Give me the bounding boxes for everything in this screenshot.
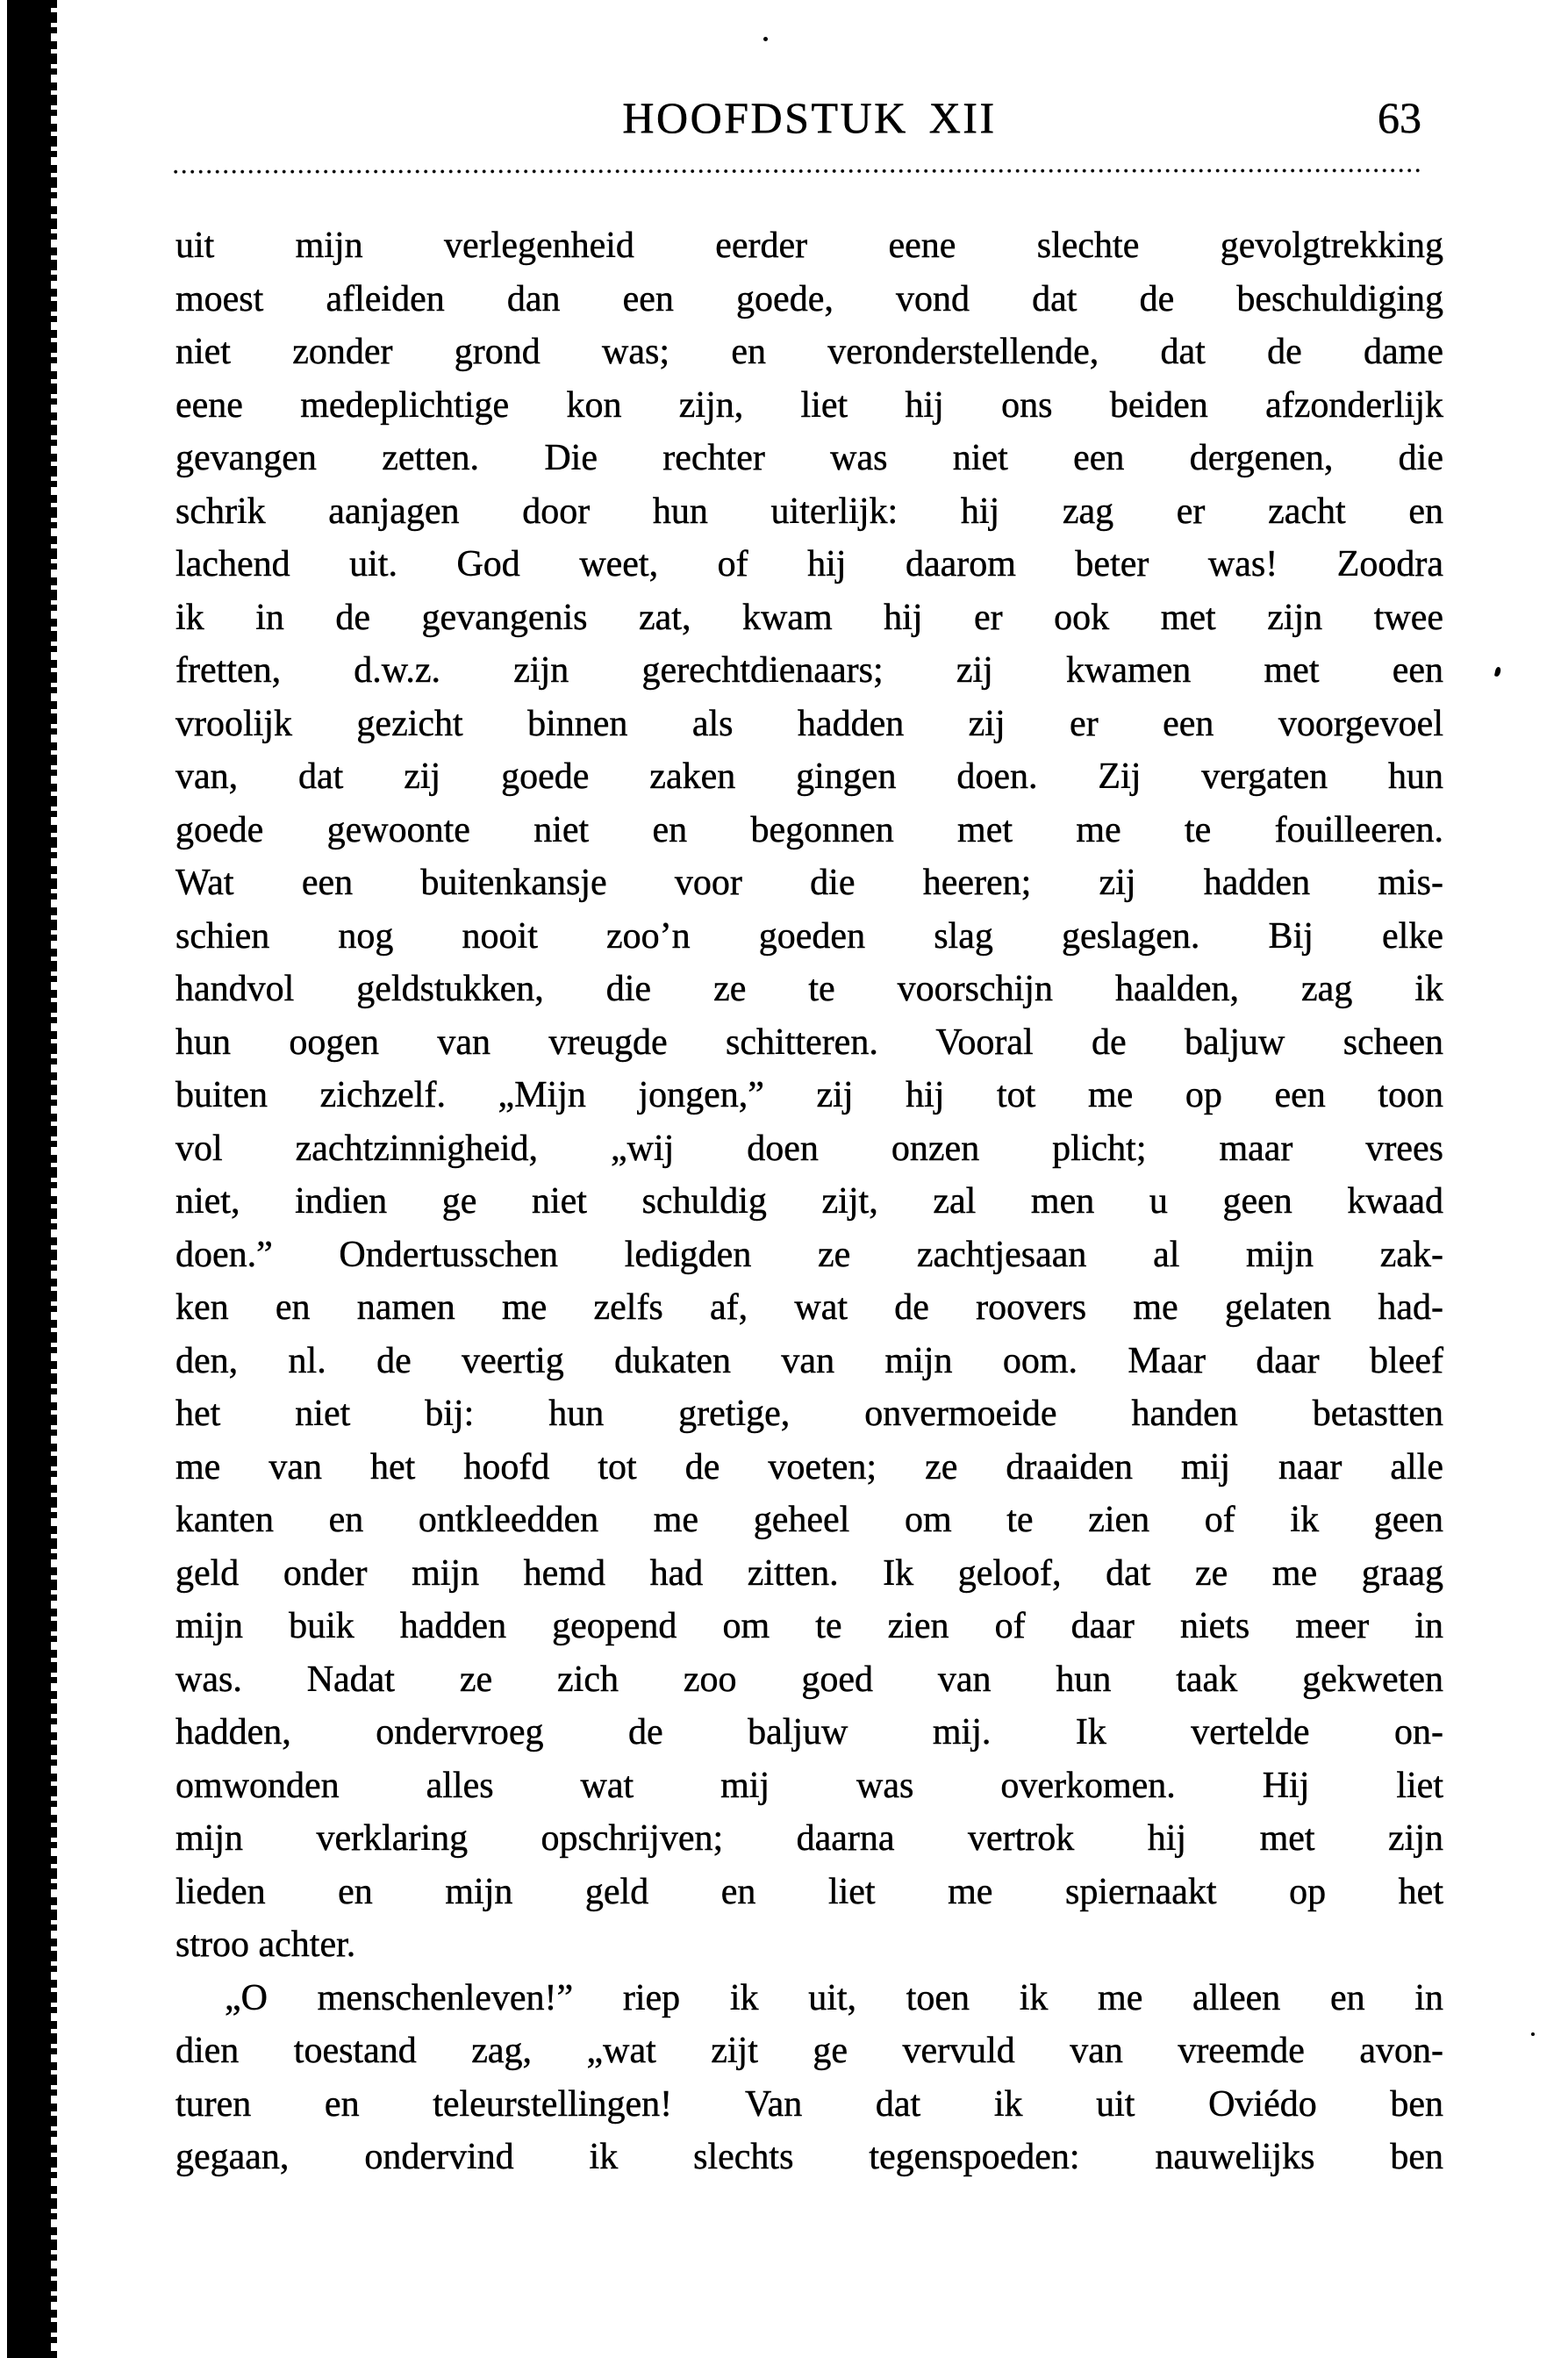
ink-speck: [1531, 2032, 1535, 2036]
text-line: vroolijk gezicht binnen als hadden zij er een voorgevoel: [175, 703, 1443, 744]
text-line: niet, indien ge niet schuldig zijt, zal men u geen kwaad: [175, 1181, 1443, 1222]
text-line: gevangen zetten. Die rechter was niet een dergenen, die: [175, 438, 1443, 478]
text-line: doen.” Ondertusschen ledigden ze zachtjesaan al mijn zak-: [175, 1234, 1443, 1275]
text-line: den, nl. de veertig dukaten van mijn oom. Maar daar bleef: [175, 1340, 1443, 1381]
text-line: was. Nadat ze zich zoo goed van hun taak gekweten: [175, 1659, 1443, 1700]
text-line: ik in de gevangenis zat, kwam hij er ook met zijn twee: [175, 597, 1443, 638]
text-line: turen en teleurstellingen! Van dat ik uit Oviédo ben: [175, 2083, 1443, 2125]
chapter-title: HOOFDSTUK XII: [622, 93, 997, 142]
text-line: kanten en ontkleedden me geheel om te zien of ik geen: [175, 1500, 1443, 1540]
text-line: me van het hoofd tot de voeten; ze draaiden mij naar alle: [175, 1446, 1443, 1487]
text-line: dien toestand zag, „wat zijt ge vervuld van vreemde avon-: [175, 2031, 1443, 2071]
text-line: Wat een buitenkansje voor die heeren; zij hadden mis-: [175, 863, 1443, 903]
page-header: [175, 93, 1443, 146]
text-line: gegaan, ondervind ik slechts tegenspoeden: nauwelijks ben: [175, 2137, 1443, 2177]
text-line: buiten zichzelf. „Mijn jongen,” zij hij tot me op een toon: [175, 1075, 1443, 1115]
page-number: 63: [1378, 93, 1421, 142]
text-line: geld onder mijn hemd had zitten. Ik geloof, dat ze me graag: [175, 1552, 1443, 1594]
text-line: lachend uit. God weet, of hij daarom beter was! Zoodra: [175, 544, 1443, 584]
text-line: uit mijn verlegenheid eerder eene slechte gevolgtrekking: [175, 226, 1443, 266]
text-line: hadden, ondervroeg de baljuw mij. Ik vertelde on-: [175, 1712, 1443, 1752]
text-line: niet zonder grond was; en veronderstellende, dat de dame: [175, 332, 1443, 372]
text-line: handvol geldstukken, die ze te voorschijn haalden, zag ik: [175, 969, 1443, 1009]
text-line: van, dat zij goede zaken gingen doen. Zij vergaten hun: [175, 756, 1443, 797]
text-line: moest afleiden dan een goede, vond dat de beschuldiging: [175, 278, 1443, 319]
text-line: goede gewoonte niet en begonnen met me te fouilleeren.: [175, 809, 1443, 850]
text-line: het niet bij: hun gretige, onvermoeide handen betastten: [175, 1394, 1443, 1434]
text-line: hun oogen van vreugde schitteren. Vooral de baljuw scheen: [175, 1021, 1443, 1063]
scan-gutter-shadow: [7, 0, 51, 2358]
text-line: ken en namen me zelfs af, wat de roovers me gelaten had-: [175, 1287, 1443, 1328]
text-line: eene medeplichtige kon zijn, liet hij ons beiden afzonderlijk: [175, 384, 1443, 426]
ink-speck: [1494, 666, 1501, 677]
ink-speck: [763, 37, 768, 41]
text-line: stroo achter.: [175, 1924, 356, 1965]
header-dotted-rule: [174, 168, 1420, 174]
text-line: mijn verklaring opschrijven; daarna vertrok hij met zijn: [175, 1818, 1443, 1859]
body-text: [175, 219, 1443, 2184]
text-line: fretten, d.w.z. zijn gerechtdienaars; zij kwamen met een: [175, 650, 1443, 691]
text-line: schien nog nooit zoo’n goeden slag geslagen. Bij elke: [175, 915, 1443, 957]
text-line: lieden en mijn geld en liet me spiernaakt op het: [175, 1871, 1443, 1912]
text-line: mijn buik hadden geopend om te zien of daar niets meer in: [175, 1606, 1443, 1646]
text-line: schrik aanjagen door hun uiterlijk: hij zag er zacht en: [175, 491, 1443, 532]
text-line: omwonden alles wat mij was overkomen. Hij liet: [175, 1765, 1443, 1806]
text-line: vol zachtzinnigheid, „wij doen onzen plicht; maar vrees: [175, 1128, 1443, 1169]
text-line: „O menschenleven!” riep ik uit, toen ik me alleen en in: [225, 1977, 1443, 2018]
